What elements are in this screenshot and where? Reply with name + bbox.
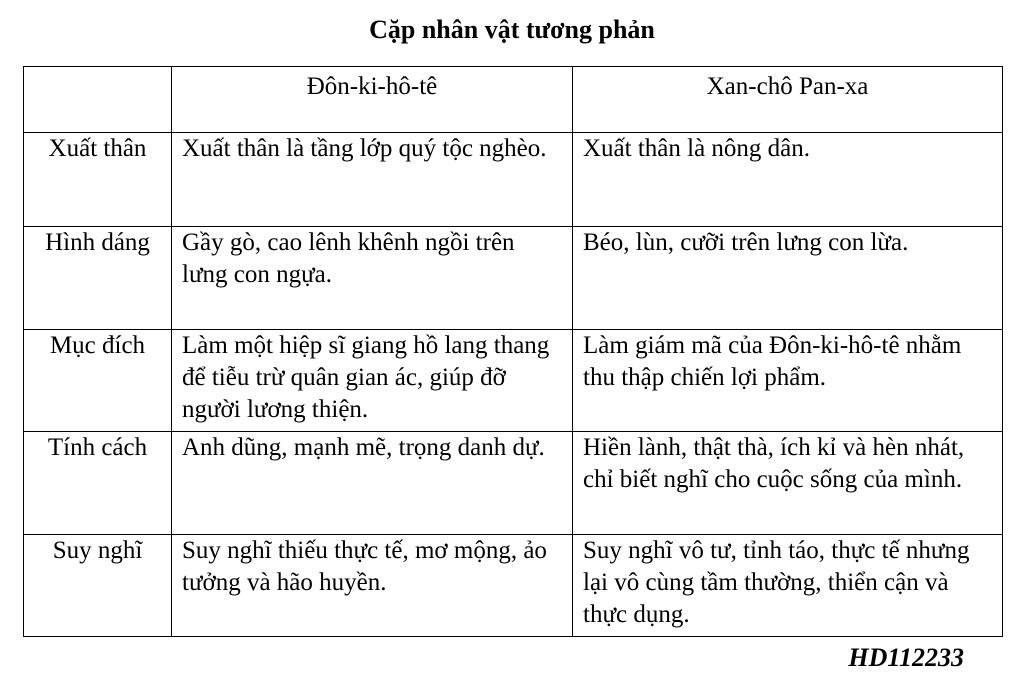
header-empty-cell — [24, 67, 172, 133]
table-cell: Béo, lùn, cưỡi trên lưng con lừa. — [573, 227, 1003, 330]
table-cell: Làm giám mã của Đôn-ki-hô-tê nhằm thu thập chiến lợi phẩm. — [573, 330, 1003, 432]
row-label-suy-nghi: Suy nghĩ — [24, 535, 172, 637]
row-label-muc-dich: Mục đích — [24, 330, 172, 432]
table-row — [24, 227, 1003, 330]
table-cell: Xuất thân là tầng lớp quý tộc nghèo. — [172, 133, 573, 227]
table-row — [24, 133, 1003, 227]
comparison-table — [23, 66, 1003, 637]
row-label-xuat-than: Xuất thân — [24, 133, 172, 227]
table-cell: Gầy gò, cao lênh khênh ngồi trên lưng con ngựa. — [172, 227, 573, 330]
table-cell: Anh dũng, mạnh mẽ, trọng danh dự. — [172, 432, 573, 535]
document-code: HD112233 — [848, 643, 964, 672]
table-cell: Suy nghĩ thiếu thực tế, mơ mộng, ảo tưởng và hão huyền. — [172, 535, 573, 637]
table-header-row — [24, 67, 1003, 133]
table-row — [24, 432, 1003, 535]
table-cell: Làm một hiệp sĩ giang hồ lang thang để tiễu trừ quân gian ác, giúp đỡ người lương thiện. — [172, 330, 573, 432]
table-row — [24, 330, 1003, 432]
table-cell: Suy nghĩ vô tư, tỉnh táo, thực tế nhưng lại vô cùng tầm thường, thiển cận và thực dụng. — [573, 535, 1003, 637]
header-don-ki-ho-te: Đôn-ki-hô-tê — [172, 67, 573, 133]
row-label-tinh-cach: Tính cách — [24, 432, 172, 535]
table-cell: Xuất thân là nông dân. — [573, 133, 1003, 227]
table-row — [24, 535, 1003, 637]
table-cell: Hiền lành, thật thà, ích kỉ và hèn nhát, chỉ biết nghĩ cho cuộc sống của mình. — [573, 432, 1003, 535]
header-xan-cho-pan-xa: Xan-chô Pan-xa — [573, 67, 1003, 133]
page-title: Cặp nhân vật tương phản — [369, 15, 655, 44]
row-label-hinh-dang: Hình dáng — [24, 227, 172, 330]
